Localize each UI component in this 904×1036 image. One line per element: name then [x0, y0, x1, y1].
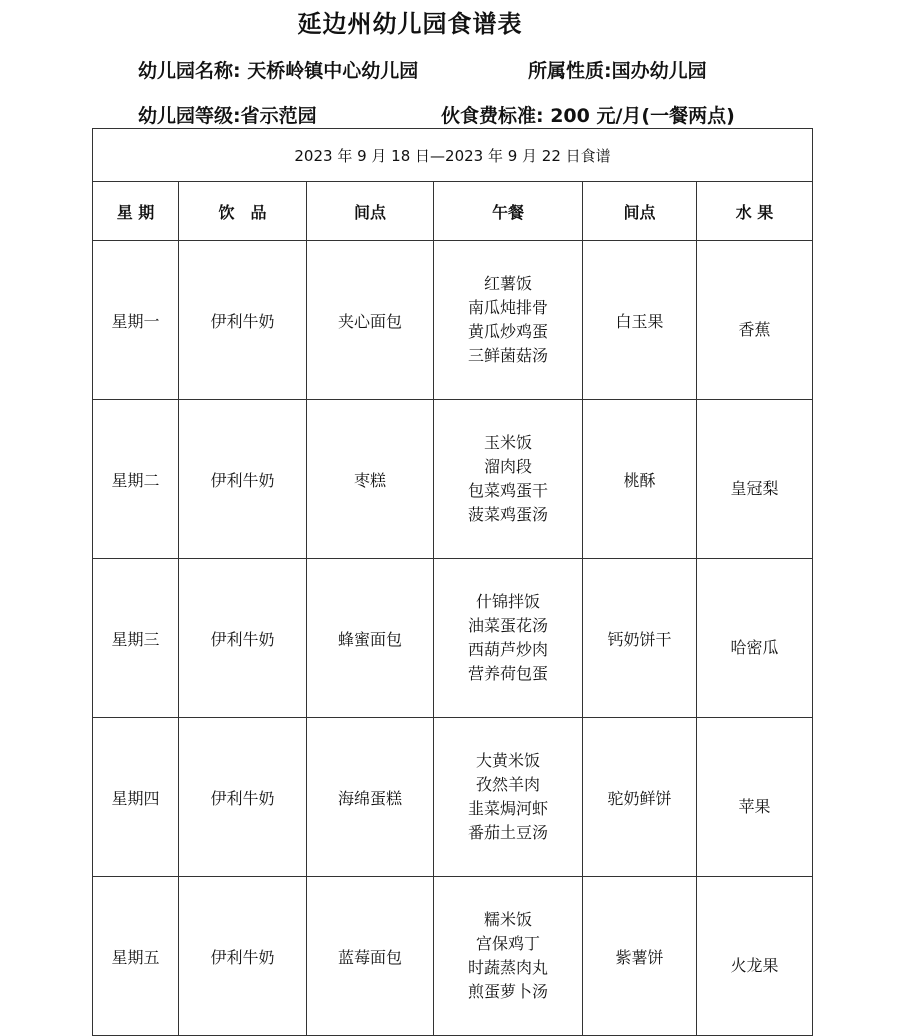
day-cell: 星期二 — [93, 400, 179, 559]
day-cell: 星期三 — [93, 559, 179, 718]
lunch-item: 大黄米饭 — [475, 751, 540, 770]
drink-cell: 伊利牛奶 — [179, 241, 307, 400]
lunch-item: 南瓜炖排骨 — [467, 298, 548, 317]
lunch-item: 糯米饭 — [483, 910, 532, 929]
drink-cell: 伊利牛奶 — [179, 718, 307, 877]
lunch-item: 菠菜鸡蛋汤 — [467, 505, 548, 524]
lunch-item: 红薯饭 — [483, 274, 532, 293]
snack2-cell: 驼奶鲜饼 — [583, 718, 697, 877]
fruit-cell: 苹果 — [697, 718, 813, 877]
lunch-cell — [434, 718, 583, 877]
snack2-cell: 桃酥 — [583, 400, 697, 559]
kindergarten-nature: 所属性质:国办幼儿园 — [528, 60, 707, 82]
snack1-cell: 枣糕 — [307, 400, 434, 559]
page-title: 延边州幼儿园食谱表 — [297, 10, 523, 38]
lunch-cell — [434, 400, 583, 559]
snack1-cell: 夹心面包 — [307, 241, 434, 400]
lunch-item: 韭菜焗河虾 — [467, 799, 548, 818]
lunch-item: 孜然羊肉 — [475, 775, 540, 794]
snack2-cell: 白玉果 — [583, 241, 697, 400]
col-header-fruit: 水 果 — [697, 182, 813, 241]
date-range: 2023 年 9 月 18 日—2023 年 9 月 22 日食谱 — [93, 129, 813, 182]
col-header-day: 星 期 — [93, 182, 179, 241]
day-cell: 星期一 — [93, 241, 179, 400]
lunch-item: 西葫芦炒肉 — [467, 640, 548, 659]
fruit-cell: 火龙果 — [697, 877, 813, 1036]
table-row — [93, 559, 813, 718]
col-header-snack2: 间点 — [583, 182, 697, 241]
fruit-cell: 皇冠梨 — [697, 400, 813, 559]
drink-cell: 伊利牛奶 — [179, 559, 307, 718]
lunch-item: 三鲜菌菇汤 — [467, 346, 548, 365]
menu-table — [92, 128, 813, 1036]
lunch-item: 包菜鸡蛋干 — [467, 481, 548, 500]
day-cell: 星期四 — [93, 718, 179, 877]
drink-cell: 伊利牛奶 — [179, 877, 307, 1036]
lunch-cell — [434, 241, 583, 400]
table-row — [93, 241, 813, 400]
snack1-cell: 蓝莓面包 — [307, 877, 434, 1036]
lunch-item: 宫保鸡丁 — [475, 934, 540, 953]
drink-cell: 伊利牛奶 — [179, 400, 307, 559]
kindergarten-name: 幼儿园名称: 天桥岭镇中心幼儿园 — [138, 60, 419, 82]
lunch-item: 什锦拌饭 — [475, 592, 540, 611]
meal-fee-standard: 伙食费标准: 200 元/月(一餐两点) — [441, 105, 735, 127]
table-row — [93, 877, 813, 1036]
lunch-item: 煎蛋萝卜汤 — [467, 982, 548, 1001]
table-row — [93, 400, 813, 559]
lunch-item: 溜肉段 — [483, 457, 532, 476]
snack1-cell: 海绵蛋糕 — [307, 718, 434, 877]
lunch-item: 油菜蛋花汤 — [467, 616, 548, 635]
lunch-item: 玉米饭 — [483, 433, 532, 452]
header-row — [93, 182, 813, 241]
lunch-cell — [434, 559, 583, 718]
fruit-cell: 香蕉 — [697, 241, 813, 400]
lunch-item: 时蔬蒸肉丸 — [467, 958, 548, 977]
lunch-item: 番茄土豆汤 — [467, 823, 548, 842]
snack1-cell: 蜂蜜面包 — [307, 559, 434, 718]
col-header-snack1: 间点 — [307, 182, 434, 241]
lunch-item: 营养荷包蛋 — [467, 664, 548, 683]
snack2-cell: 钙奶饼干 — [583, 559, 697, 718]
fruit-cell: 哈密瓜 — [697, 559, 813, 718]
lunch-item: 黄瓜炒鸡蛋 — [467, 322, 548, 341]
table-row — [93, 718, 813, 877]
col-header-drink: 饮 品 — [179, 182, 307, 241]
lunch-cell — [434, 877, 583, 1036]
kindergarten-level: 幼儿园等级:省示范园 — [138, 105, 317, 127]
day-cell: 星期五 — [93, 877, 179, 1036]
snack2-cell: 紫薯饼 — [583, 877, 697, 1036]
col-header-lunch: 午餐 — [434, 182, 583, 241]
